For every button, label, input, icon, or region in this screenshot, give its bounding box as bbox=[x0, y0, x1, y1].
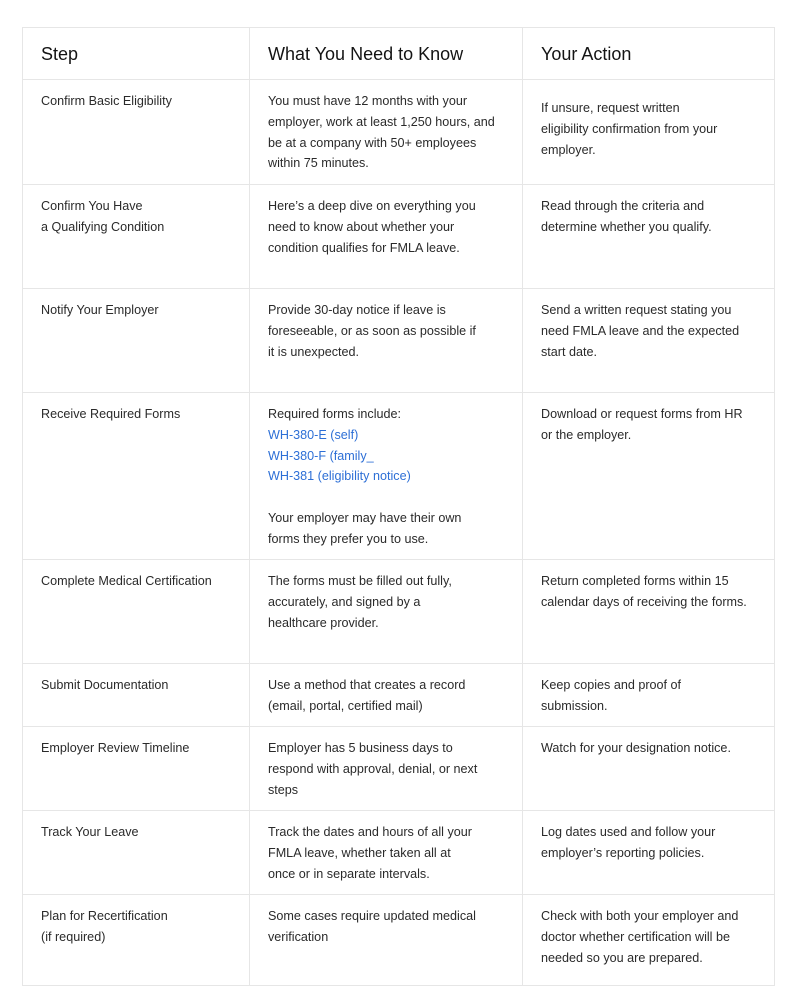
table-row bbox=[23, 289, 775, 393]
action-cell bbox=[523, 289, 775, 393]
know-cell bbox=[250, 289, 523, 393]
action-text: employer. bbox=[541, 142, 596, 157]
action-cell bbox=[523, 560, 775, 664]
know-text: accurately, and signed by a bbox=[268, 594, 421, 609]
know-text: You must have 12 months with your bbox=[268, 94, 468, 108]
action-text: determine whether you qualify. bbox=[541, 219, 712, 234]
step-cell bbox=[23, 811, 250, 895]
action-cell bbox=[523, 811, 775, 895]
know-text: Some cases require updated medical bbox=[268, 909, 476, 923]
step-cell bbox=[23, 289, 250, 393]
step-text: Complete Medical Certification bbox=[41, 574, 212, 588]
form-link-wh-381[interactable]: WH-381 (eligibility notice) bbox=[268, 469, 411, 484]
step-text: Notify Your Employer bbox=[41, 303, 159, 317]
action-text: Download or request forms from HR bbox=[541, 407, 743, 421]
action-text: doctor whether certification will be bbox=[541, 929, 730, 944]
step-text: Plan for Recertification bbox=[41, 909, 168, 923]
action-text: Send a written request stating you bbox=[541, 303, 732, 317]
know-text: need to know about whether your bbox=[268, 219, 455, 234]
know-text: forms they prefer you to use. bbox=[268, 531, 429, 546]
step-text: Confirm Basic Eligibility bbox=[41, 94, 172, 108]
step-cell bbox=[23, 560, 250, 664]
know-text: Use a method that creates a record bbox=[268, 678, 466, 692]
know-cell bbox=[250, 393, 523, 560]
know-text: Required forms include: bbox=[268, 407, 401, 421]
know-text: Provide 30-day notice if leave is bbox=[268, 303, 446, 317]
know-text: once or in separate intervals. bbox=[268, 866, 430, 881]
know-text: respond with approval, denial, or next bbox=[268, 761, 478, 776]
know-text: Employer has 5 business days to bbox=[268, 741, 453, 755]
action-text: Return completed forms within 15 bbox=[541, 574, 729, 588]
know-text: Track the dates and hours of all your bbox=[268, 825, 472, 839]
know-text: Your employer may have their own bbox=[268, 510, 462, 525]
action-text: eligibility confirmation from your bbox=[541, 121, 718, 136]
action-cell bbox=[523, 895, 775, 986]
know-text: healthcare provider. bbox=[268, 615, 379, 630]
action-text: or the employer. bbox=[541, 427, 632, 442]
know-text: be at a company with 50+ employees bbox=[268, 135, 477, 150]
know-cell bbox=[250, 185, 523, 289]
table-row bbox=[23, 80, 775, 185]
know-text: it is unexpected. bbox=[268, 344, 360, 359]
form-link-wh-380-f[interactable]: WH-380-F (family_ bbox=[268, 448, 374, 463]
action-text: needed so you are prepared. bbox=[541, 950, 703, 965]
know-text: The forms must be filled out fully, bbox=[268, 574, 452, 588]
step-text: Receive Required Forms bbox=[41, 407, 181, 421]
table-row bbox=[23, 727, 775, 811]
know-text: FMLA leave, whether taken all at bbox=[268, 845, 451, 860]
table-row bbox=[23, 811, 775, 895]
table-row bbox=[23, 664, 775, 727]
know-cell bbox=[250, 664, 523, 727]
table-row bbox=[23, 895, 775, 986]
action-cell bbox=[523, 664, 775, 727]
action-text: start date. bbox=[541, 344, 598, 359]
know-text: verification bbox=[268, 929, 329, 944]
column-header-your-action: Your Action bbox=[523, 28, 775, 80]
form-link-wh-380-e[interactable]: WH-380-E (self) bbox=[268, 427, 359, 442]
action-text: Log dates used and follow your bbox=[541, 825, 716, 839]
step-cell bbox=[23, 185, 250, 289]
know-text: within 75 minutes. bbox=[268, 156, 369, 171]
step-text: a Qualifying Condition bbox=[41, 219, 165, 234]
action-text: submission. bbox=[541, 698, 608, 713]
action-cell bbox=[523, 80, 775, 185]
table-row bbox=[23, 560, 775, 664]
step-text: (if required) bbox=[41, 929, 106, 944]
action-text: Check with both your employer and bbox=[541, 909, 739, 923]
step-text: Submit Documentation bbox=[41, 678, 169, 692]
know-text: Here’s a deep dive on everything you bbox=[268, 199, 476, 213]
action-text: Watch for your designation notice. bbox=[541, 741, 731, 755]
know-cell bbox=[250, 811, 523, 895]
column-header-what-you-need-to-know: What You Need to Know bbox=[250, 28, 523, 80]
action-cell bbox=[523, 727, 775, 811]
step-cell bbox=[23, 664, 250, 727]
know-cell bbox=[250, 895, 523, 986]
know-cell bbox=[250, 80, 523, 185]
know-text: steps bbox=[268, 782, 299, 797]
action-text: need FMLA leave and the expected bbox=[541, 323, 740, 338]
step-text: Employer Review Timeline bbox=[41, 741, 190, 755]
step-cell bbox=[23, 727, 250, 811]
know-text: foreseeable, or as soon as possible if bbox=[268, 323, 476, 338]
know-cell bbox=[250, 727, 523, 811]
fmla-steps-table-wrapper bbox=[22, 27, 774, 986]
step-text: Track Your Leave bbox=[41, 825, 139, 839]
fmla-steps-table bbox=[22, 27, 775, 986]
step-text: Confirm You Have bbox=[41, 199, 143, 213]
know-text: (email, portal, certified mail) bbox=[268, 698, 423, 713]
action-text: Keep copies and proof of bbox=[541, 678, 682, 692]
action-cell bbox=[523, 393, 775, 560]
know-cell bbox=[250, 560, 523, 664]
step-cell bbox=[23, 80, 250, 185]
table-row bbox=[23, 393, 775, 560]
action-text: Read through the criteria and bbox=[541, 199, 705, 213]
step-cell bbox=[23, 393, 250, 560]
spacer bbox=[268, 487, 504, 508]
column-header-step: Step bbox=[23, 28, 250, 80]
action-text: If unsure, request written bbox=[541, 101, 680, 115]
action-cell bbox=[523, 185, 775, 289]
know-text: condition qualifies for FMLA leave. bbox=[268, 240, 460, 255]
table-header-row bbox=[23, 28, 775, 80]
action-text: calendar days of receiving the forms. bbox=[541, 594, 747, 609]
action-text: employer’s reporting policies. bbox=[541, 845, 705, 860]
table-row bbox=[23, 185, 775, 289]
know-text: employer, work at least 1,250 hours, and bbox=[268, 114, 495, 129]
step-cell bbox=[23, 895, 250, 986]
